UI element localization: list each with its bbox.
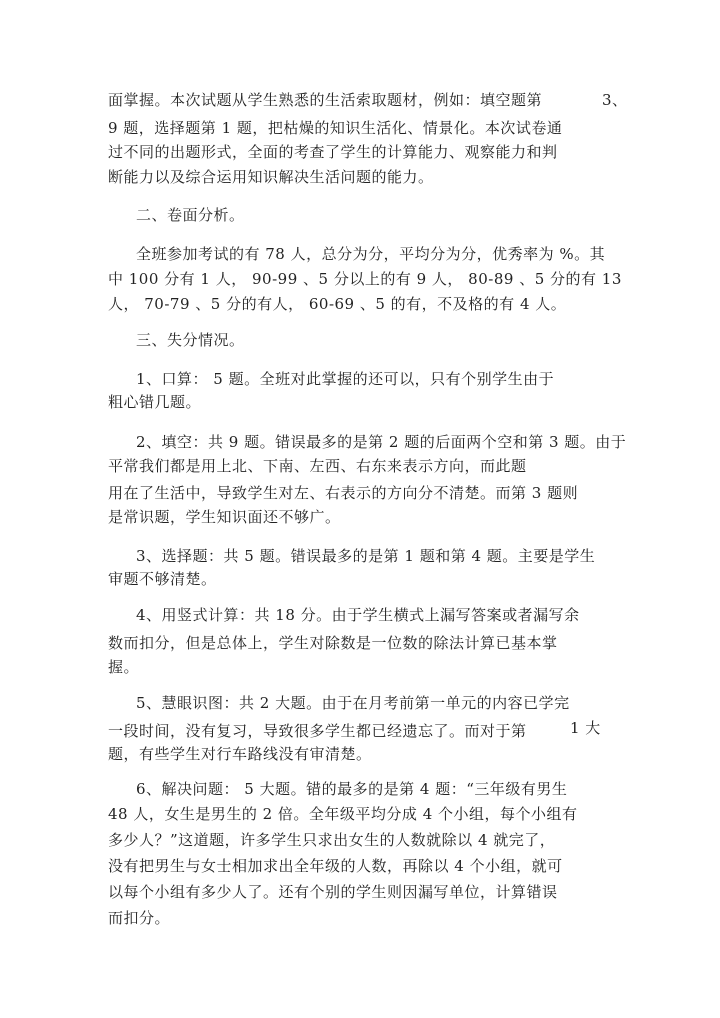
text-line: 48 人，女生是男生的 2 倍。全年级平均分成 4 个小组，每个小组有 (108, 805, 578, 823)
text-line: 全班参加考试的有 78 人，总分为分，平均分为分，优秀率为 %。其 (136, 245, 606, 263)
text-line: 以每个小组有多少人了。还有个别的学生则因漏写单位，计算错误 (108, 883, 558, 901)
text-line: 断能力以及综合运用知识解决生活问题的能力。 (108, 168, 434, 186)
text-line: 握。 (108, 658, 140, 676)
text-line: 用在了生活中，导致学生对左、右表示的方向分不清楚。而第 3 题则 (108, 484, 579, 502)
text-line: 而扣分。 (108, 909, 171, 927)
text-line: 面掌握。本次试题从学生熟悉的生活索取题材，例如：填空题第 (108, 91, 543, 109)
text-line: 中 100 分有 1 人， 90-99 、5 分以上的有 9 人， 80-89 、5 分的有 13 (108, 270, 622, 288)
text-line: 9 题，选择题第 1 题，把枯燥的知识生活化、情景化。本次试卷通 (108, 119, 563, 137)
text-line: 人， 70-79 、5 分的有人， 60-69 、5 的有，不及格的有 4 人。 (108, 295, 567, 313)
text-line: 平常我们都是用上北、下南、左西、右东来表示方向，而此题 (108, 457, 527, 475)
text-line: 没有把男生与女士相加求出全年级的人数，再除以 4 个小组，就可 (108, 857, 563, 875)
section-heading: 三、失分情况。 (136, 331, 245, 349)
text-line: 2、填空：共 9 题。错误最多的是第 2 题的后面两个空和第 3 题。由于 (136, 433, 627, 451)
text-line: 是常识题，学生知识面还不够广。 (108, 508, 341, 526)
text-line: 1 大 (570, 719, 601, 737)
text-line: 1、口算： 5 题。全班对此掌握的还可以，只有个别学生由于 (136, 370, 555, 388)
text-line: 5、慧眼识图：共 2 大题。由于在月考前第一单元的内容已学完 (136, 694, 570, 712)
text-line: 数而扣分，但是总体上，学生对除数是一位数的除法计算已基本掌 (108, 634, 558, 652)
text-line: 4、用竖式计算：共 18 分。由于学生横式上漏写答案或者漏写余 (136, 606, 580, 624)
text-line: 3、选择题：共 5 题。错误最多的是第 1 题和第 4 题。主要是学生 (136, 547, 596, 565)
text-line: 3、 (602, 91, 628, 109)
section-heading: 二、卷面分析。 (136, 206, 245, 224)
text-line: 过不同的出题形式，全面的考查了学生的计算能力、观察能力和判 (108, 143, 558, 161)
text-line: 一段时间，没有复习，导致很多学生都已经遗忘了。而对于第 (108, 722, 527, 740)
text-line: 题，有些学生对行车路线没有审清楚。 (108, 745, 372, 763)
text-line: 多少人？”这道题，许多学生只求出女生的人数就除以 4 就完了， (108, 831, 556, 849)
text-line: 6、解决问题： 5 大题。错的最多的是第 4 题：“三年级有男生 (136, 780, 568, 798)
text-line: 粗心错几题。 (108, 393, 202, 411)
text-line: 审题不够清楚。 (108, 570, 217, 588)
